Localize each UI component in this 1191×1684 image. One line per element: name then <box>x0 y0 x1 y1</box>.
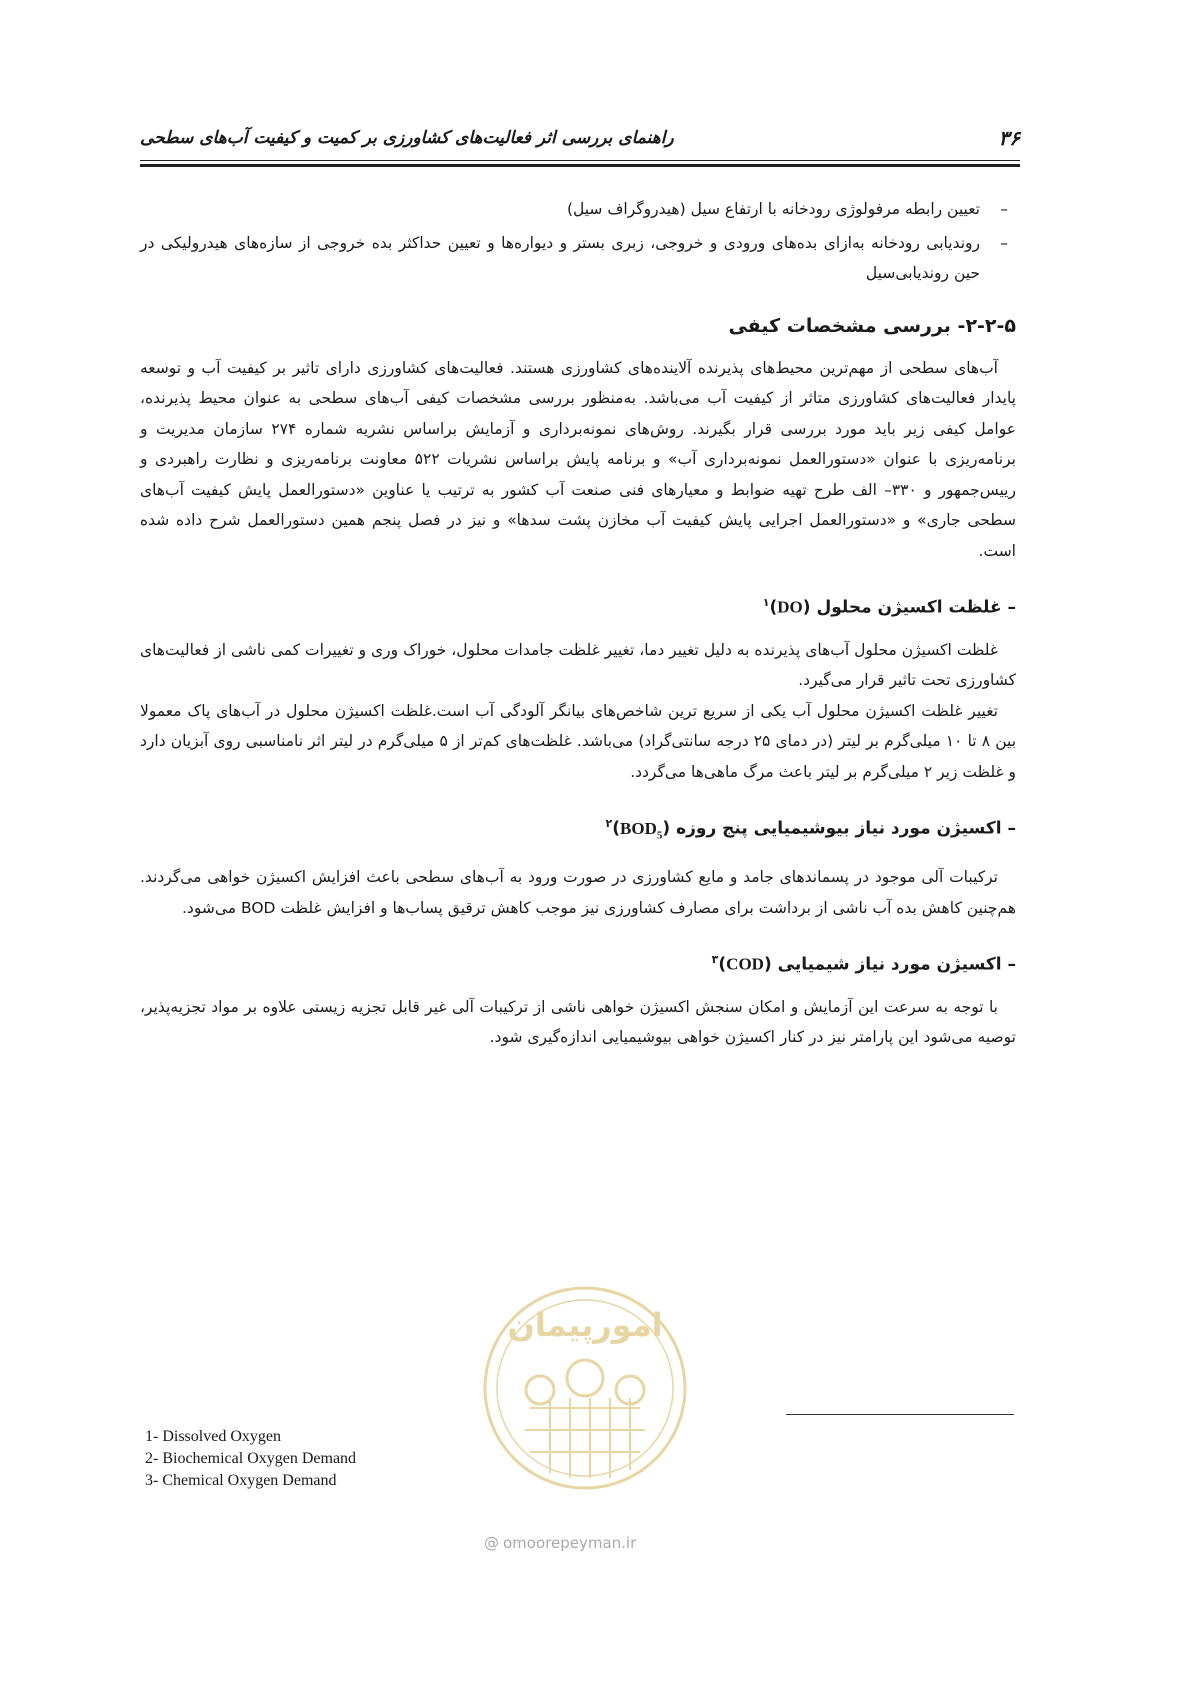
cod-heading-suffix: ) <box>718 954 727 975</box>
cod-heading <box>140 945 1016 980</box>
bullet-text: تعیین رابطه مرفولوژی رودخانه با ارتفاع سیل (هیدروگراف سیل) <box>566 200 980 218</box>
watermark-url-text: omoorepeyman.ir <box>503 1534 637 1552</box>
do-heading-suffix: ) <box>769 597 778 618</box>
bullet-dash: – <box>1000 233 1008 252</box>
watermark-at-icon: @ <box>484 1534 499 1552</box>
footnote-item: 1- Dissolved Oxygen <box>145 1428 281 1445</box>
bod-heading-code <box>620 818 663 842</box>
section-heading: ۲-۲-۵- بررسی مشخصات کیفی <box>728 314 1016 337</box>
watermark-url <box>484 1534 636 1552</box>
bod-footnote-mark: ۲ <box>605 817 613 831</box>
bullet-text: روندیابی رودخانه به‌ازای بده‌های ورودی و خروجی، زبری بستر و دیواره‌ها و تعیین حداکثر بده خروجی از سازه‌های هیدرولیکی در حین روندیابی‌سیل <box>140 233 980 282</box>
cod-paragraph: با توجه به سرعت این آزمایش و امکان سنجش اکسیژن خواهی ناشی از ترکیبات آلی غیر قابل تجزیه زیستی علاوه بر مواد تجزیه‌پذیر، توصیه می‌شود این پارامتر نیز در کنار اکسیژن خواهی بیوشیمیایی اندازه‌گیری شود. <box>140 997 1016 1047</box>
running-title: راهنمای بررسی اثر فعالیت‌های کشاورزی بر کمیت و کیفیت آب‌های سطحی <box>140 128 674 148</box>
header-rule <box>140 160 1020 161</box>
do-heading-prefix: – غلظت اکسیژن محلول ( <box>802 597 1016 618</box>
page-header <box>140 126 1020 156</box>
do-paragraph-1: غلظت اکسیژن محلول آب‌های پذیرنده به دلیل تغییر دما، تغییر غلظت جامدات محلول، خوراک وری و تغییرات کمی ناشی از فعالیت‌های کشاورزی تحت تاثیر قرار می‌گیرد. <box>140 640 1016 690</box>
cod-heading-prefix: – اکسیژن مورد نیاز شیمیایی ( <box>763 954 1016 975</box>
bullet-item <box>140 194 1016 225</box>
do-paragraph-2: تغییر غلظت اکسیژن محلول آب یکی از سریع ترین شاخص‌های بیانگر آلودگی آب است.غلظت اکسیژن محلول در آب‌های پاک معمولا بین ۸ تا ۱۰ میلی‌گرم بر لیتر (در دمای ۲۵ درجه سانتی‌گراد) می‌باشد. غلظت‌های کم‌تر از ۵ میلی‌گرم در لیتر اثر نامناسبی روی آبزیان دارد و غلظت زیر ۲ میلی‌گرم بر لیتر باعث مرگ ماهی‌ها می‌گردد. <box>140 701 1017 781</box>
do-heading-code: DO <box>777 597 803 617</box>
footnote-item: 2- Biochemical Oxygen Demand <box>145 1450 357 1467</box>
page-content <box>140 194 1016 1053</box>
bod-paragraph: ترکیبات آلی موجود در پسماندهای جامد و مایع کشاورزی در صورت ورود به آب‌های سطحی باعث افزایش اکسیژن خواهی می‌گردند. هم‌چنین کاهش بده آب ناشی از برداشت برای مصارف کشاورزی نیز موجب کاهش ترقیق پساب‌ها و افزایش غلظت BOD می‌شود. <box>140 868 1016 917</box>
do-footnote-mark: ۱ <box>762 596 770 609</box>
section-paragraph: آب‌های سطحی از مهم‌ترین محیط‌های پذیرنده آلاینده‌های کشاورزی هستند. فعالیت‌های کشاورزی دارای تاثیر بر کیفیت آب و توسعه پایدار فعالیت‌های کشاورزی متاثر از کیفیت آب می‌باشد. به‌منظور بررسی مشخصات کیفی آب‌های سطحی به عنوان محیط پذیرنده، عوامل کیفی زیر باید مورد بررسی قرار بگیرند. روش‌های نمونه‌برداری و آزمایش براساس نشریه شماره ۲۷۴ سازمان مدیریت و برنامه‌ریزی با عنوان «دستورالعمل نمونه‌برداری آب» و برنامه پایش براساس نشریات ۵۲۲ معاونت برنامه‌ریزی و نظارت راهبردی و رییس‌جمهور و ۳۳۰– الف طرح تهیه ضوابط و معیارهای فنی صنعت آب کشور به ترتیب یا عناوین «دستورالعمل پایش کیفیت آب‌های سطحی جاری» و «دستورالعمل اجرایی پایش کیفیت آب مخازن پشت سدها» و نیز در فصل پنجم همین دستورالعمل شرح داده شده است. <box>140 358 1016 560</box>
cod-heading-code: COD <box>726 954 764 974</box>
cod-footnote-mark: ۳ <box>711 953 719 967</box>
page-number: ۳۶ <box>998 126 1020 150</box>
bod-subscript: 5 <box>656 829 663 842</box>
do-heading <box>140 588 1016 623</box>
bullet-item <box>140 228 1016 289</box>
bullet-dash: – <box>1000 200 1008 218</box>
bod-heading-prefix: – اکسیژن مورد نیاز بیوشیمیایی پنج روزه ( <box>662 818 1016 839</box>
footnote-rule <box>786 1414 1014 1415</box>
bod-code-text: BOD <box>620 818 657 838</box>
footnotes <box>145 1426 356 1492</box>
bod-heading-suffix: ) <box>612 818 621 839</box>
watermark-logo-text: امورپیمان <box>507 1306 663 1344</box>
bod-heading <box>140 809 1016 850</box>
watermark-logo <box>470 1258 700 1528</box>
footnote-item: 3- Chemical Oxygen Demand <box>145 1472 337 1489</box>
header-rule-thick <box>140 164 1020 167</box>
